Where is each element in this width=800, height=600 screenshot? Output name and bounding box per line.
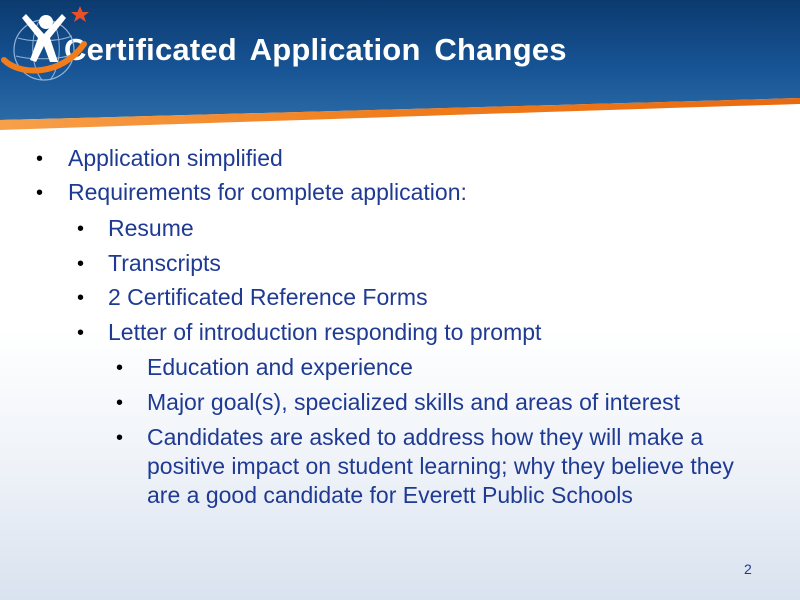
sub-sub-bullet-item: • Candidates are asked to address how they will make a positive impact on student learning; why they believe they are a good candidate for Everett Public Schools: [116, 424, 734, 508]
sub-bullet-item: • 2 Certificated Reference Forms: [108, 283, 428, 312]
sub-bullet-item: • Resume: [108, 214, 194, 243]
bullet-dot: •: [36, 148, 44, 170]
bullet-dot: •: [116, 392, 124, 414]
bullet-dot: •: [116, 427, 124, 449]
bullet-item: • Requirements for complete application:: [68, 178, 467, 207]
everett-public-schools-logo-icon: [0, 0, 96, 84]
bullet-dot: •: [77, 287, 85, 309]
sub-bullet-item: • Letter of introduction responding to prompt: [108, 318, 541, 347]
bullet-dot: •: [77, 253, 85, 275]
page-number: 2: [744, 561, 752, 577]
slide-header: [0, 0, 800, 132]
sub-sub-bullet-item: • Education and experience: [147, 353, 413, 382]
bullet-dot: •: [77, 218, 85, 240]
bullet-dot: •: [116, 357, 124, 379]
slide-title: Certificated Application Changes: [64, 32, 567, 67]
bullet-item: • Application simplified: [68, 144, 283, 173]
sub-bullet-item: • Transcripts: [108, 249, 221, 278]
sub-sub-bullet-item: • Major goal(s), specialized skills and areas of interest: [147, 388, 680, 417]
bullet-dot: •: [36, 182, 44, 204]
bullet-dot: •: [77, 322, 85, 344]
